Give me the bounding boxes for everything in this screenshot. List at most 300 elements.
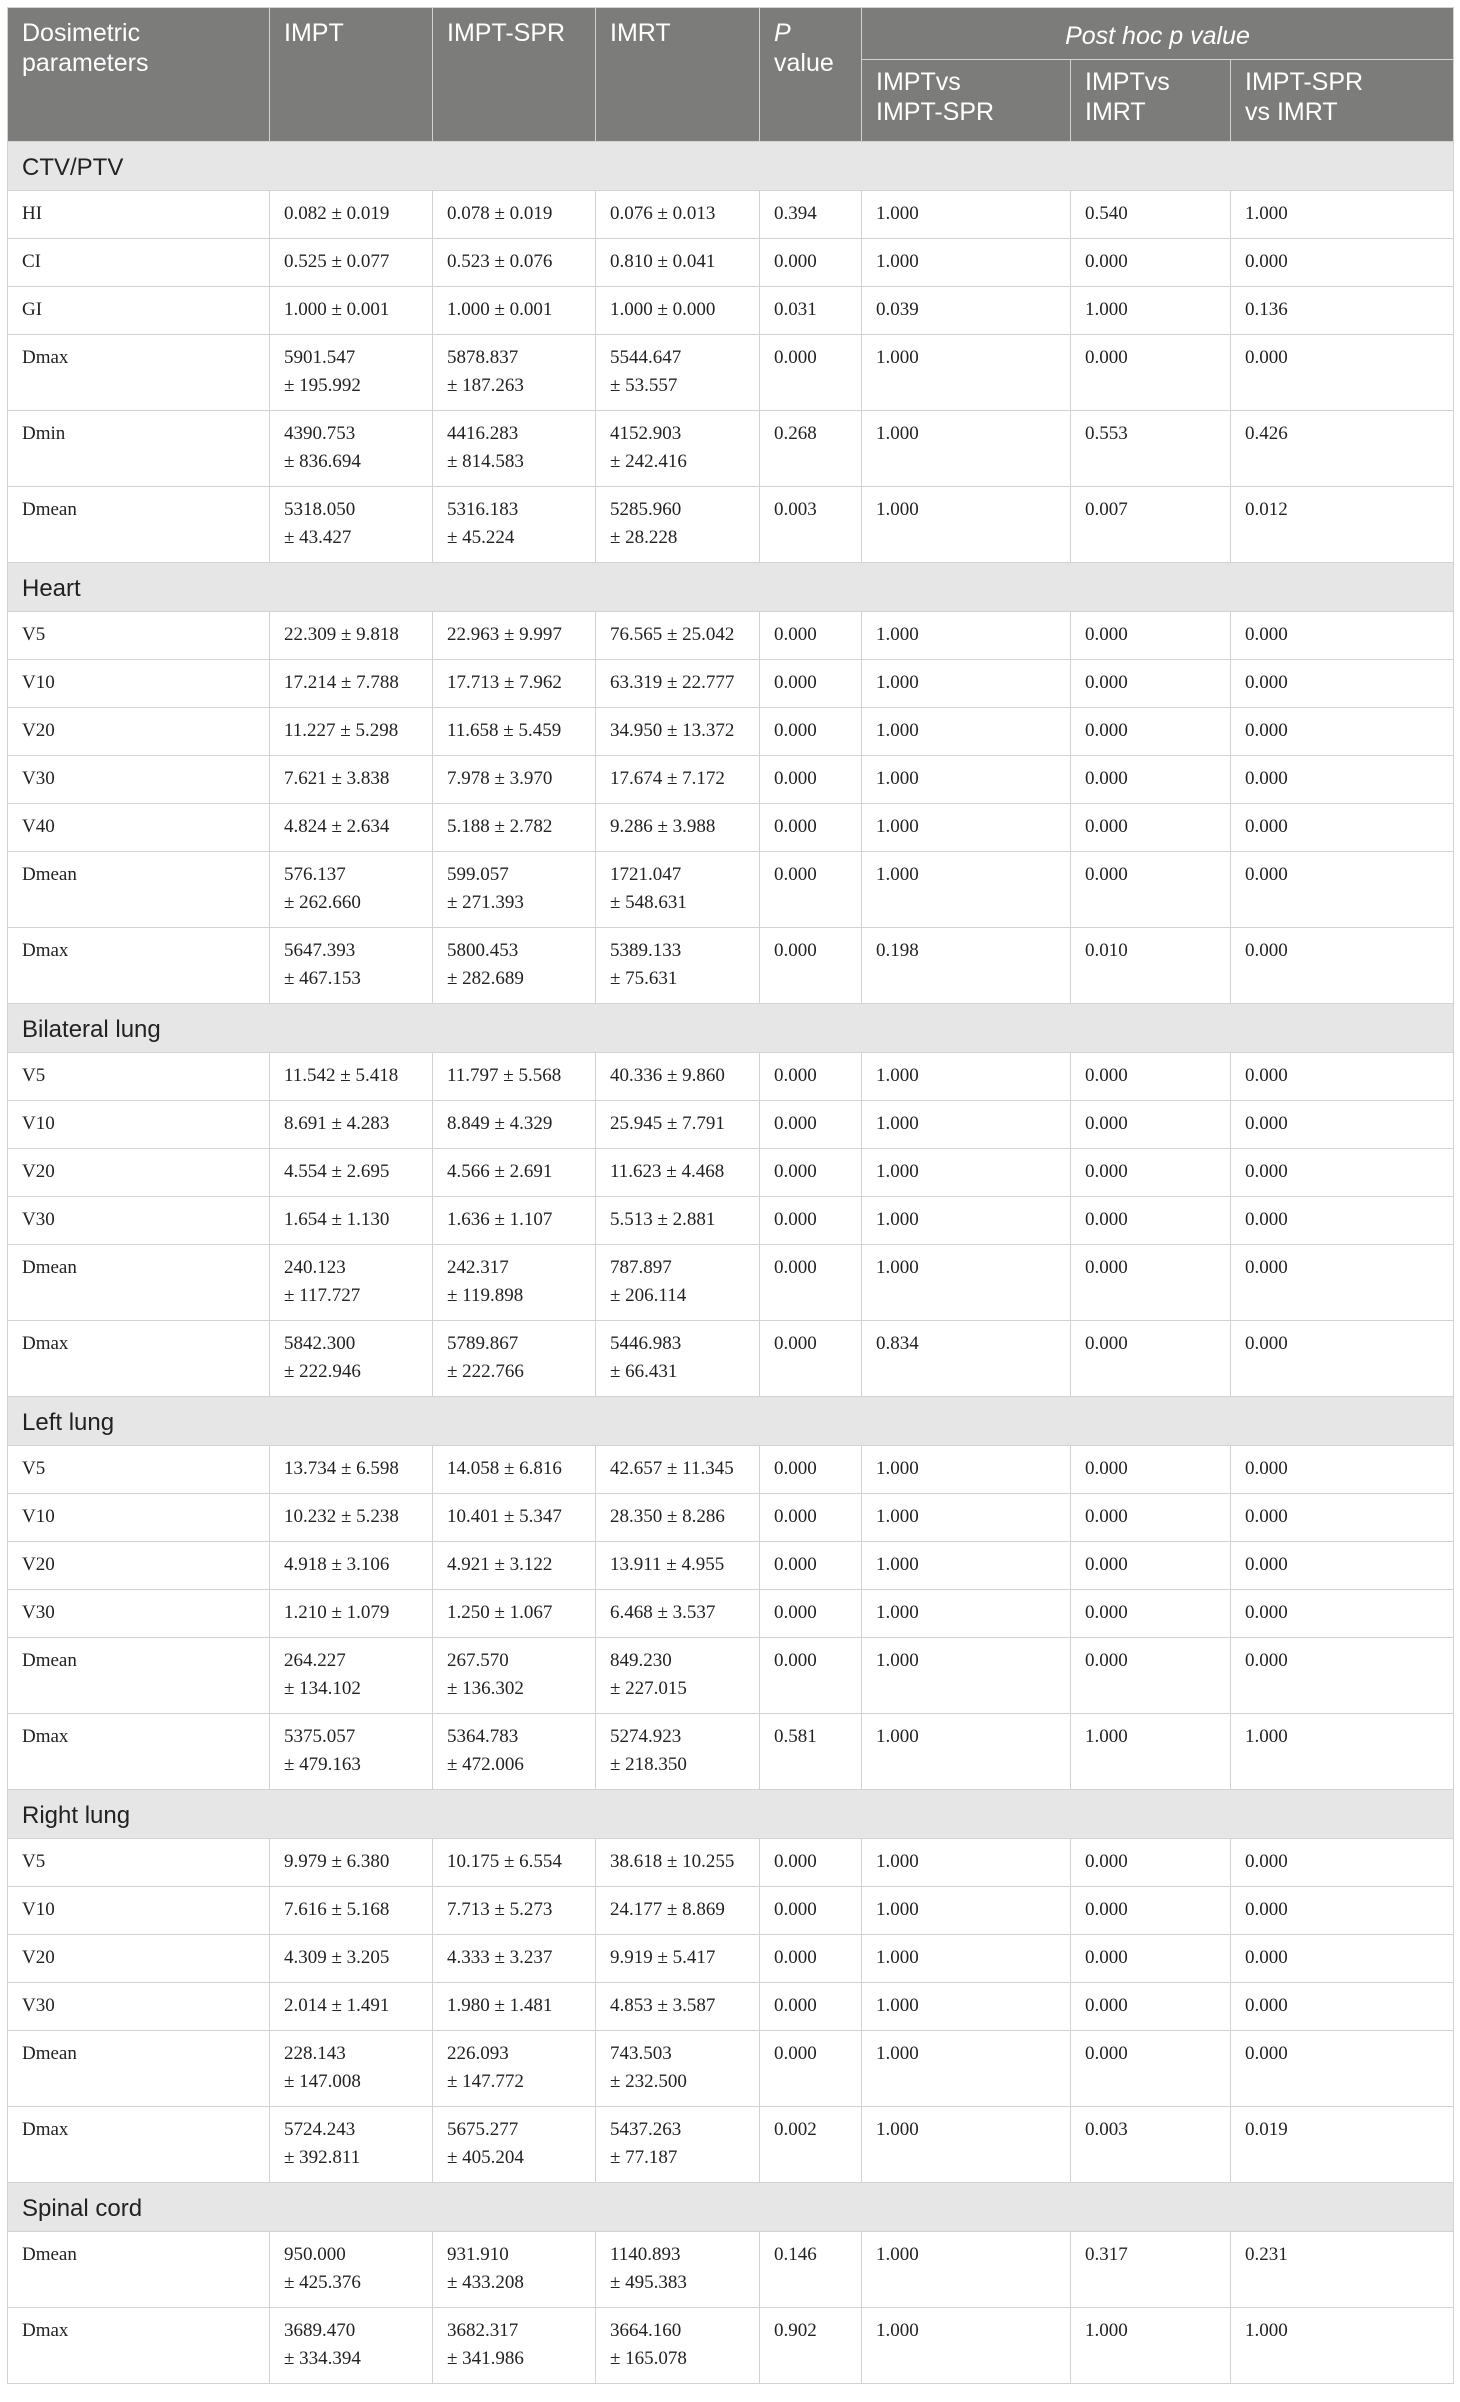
cell-posthoc-impt-vs-imrt: 0.000 (1071, 1321, 1231, 1397)
cell-line: ± 479.163 (284, 1754, 361, 1775)
cell-line: 1.636 ± 1.107 (447, 1209, 553, 1230)
cell-line: 5800.453 (447, 940, 519, 961)
cell-line: 4.554 ± 2.695 (284, 1161, 390, 1182)
cell-line: ± 334.394 (284, 2348, 361, 2369)
cell-impt-spr (433, 1446, 596, 1494)
dosimetric-comparison-table (7, 7, 1454, 2384)
cell-posthoc-impt-vs-imrt: 0.000 (1071, 660, 1231, 708)
cell-p-value: 0.000 (760, 928, 862, 1004)
header-param-line1: Dosimetric (22, 19, 141, 47)
cell-line: 4.309 ± 3.205 (284, 1947, 390, 1968)
cell-imrt (596, 1983, 760, 2031)
cell-line: 5901.547 (284, 347, 356, 368)
cell-param: HI (8, 191, 270, 239)
cell-posthoc-impt-vs-imrt: 0.000 (1071, 1935, 1231, 1983)
cell-posthoc-impt-vs-impt-spr: 1.000 (862, 2308, 1071, 2384)
cell-imrt (596, 1887, 760, 1935)
cell-line: ± 271.393 (447, 892, 524, 913)
cell-posthoc-impt-vs-imrt: 0.000 (1071, 1638, 1231, 1714)
cell-impt-spr (433, 708, 596, 756)
table-row (8, 1839, 1454, 1887)
header-sub1-line1: IMPTvs (876, 68, 961, 96)
cell-posthoc-impt-vs-impt-spr: 1.000 (862, 335, 1071, 411)
cell-posthoc-impt-spr-vs-imrt: 0.000 (1231, 1101, 1454, 1149)
cell-line: 1.980 ± 1.481 (447, 1995, 553, 2016)
cell-impt-spr (433, 2232, 596, 2308)
cell-line: 10.232 ± 5.238 (284, 1506, 399, 1527)
cell-impt (270, 1983, 433, 2031)
cell-posthoc-impt-spr-vs-imrt: 0.000 (1231, 660, 1454, 708)
cell-posthoc-impt-vs-imrt: 0.540 (1071, 191, 1231, 239)
cell-posthoc-impt-vs-imrt: 0.007 (1071, 487, 1231, 563)
cell-impt-spr (433, 2308, 596, 2384)
cell-line: 63.319 ± 22.777 (610, 672, 735, 693)
cell-impt (270, 2232, 433, 2308)
cell-impt-spr (433, 487, 596, 563)
cell-line: ± 206.114 (610, 1285, 687, 1306)
header-p-italic: P (774, 19, 791, 47)
cell-posthoc-impt-vs-imrt: 0.000 (1071, 1839, 1231, 1887)
table-row (8, 1101, 1454, 1149)
header-impt: IMPT (270, 8, 433, 142)
cell-param: V10 (8, 1494, 270, 1542)
cell-line: 242.317 (447, 1257, 509, 1278)
cell-posthoc-impt-vs-imrt: 0.000 (1071, 2031, 1231, 2107)
table-row (8, 1245, 1454, 1321)
table-row (8, 1542, 1454, 1590)
cell-impt (270, 411, 433, 487)
cell-param: CI (8, 239, 270, 287)
cell-line: 5389.133 (610, 940, 682, 961)
cell-posthoc-impt-spr-vs-imrt: 0.019 (1231, 2107, 1454, 2183)
cell-line: ± 814.583 (447, 451, 524, 472)
cell-posthoc-impt-spr-vs-imrt: 0.000 (1231, 612, 1454, 660)
cell-line: 599.057 (447, 864, 509, 885)
cell-line: ± 136.302 (447, 1678, 524, 1699)
cell-param: V20 (8, 1935, 270, 1983)
cell-posthoc-impt-vs-impt-spr: 1.000 (862, 2232, 1071, 2308)
cell-param: V5 (8, 1053, 270, 1101)
cell-imrt (596, 928, 760, 1004)
cell-p-value: 0.000 (760, 1638, 862, 1714)
cell-impt (270, 2308, 433, 2384)
cell-impt (270, 756, 433, 804)
section-title: Heart (8, 563, 1454, 612)
header-sub3-line2: vs IMRT (1245, 98, 1338, 126)
cell-line: ± 45.224 (447, 527, 515, 548)
cell-posthoc-impt-vs-impt-spr: 0.834 (862, 1321, 1071, 1397)
cell-line: 5878.837 (447, 347, 519, 368)
cell-line: 5285.960 (610, 499, 682, 520)
table-row (8, 1494, 1454, 1542)
section-header-row (8, 142, 1454, 191)
cell-line: 787.897 (610, 1257, 672, 1278)
cell-posthoc-impt-spr-vs-imrt: 0.231 (1231, 2232, 1454, 2308)
cell-param: Dmax (8, 335, 270, 411)
header-sub2-line1: IMPTvs (1085, 68, 1170, 96)
cell-line: ± 472.006 (447, 1754, 524, 1775)
cell-line: 5375.057 (284, 1726, 356, 1747)
cell-imrt (596, 487, 760, 563)
cell-posthoc-impt-vs-imrt: 1.000 (1071, 1714, 1231, 1790)
cell-line: 25.945 ± 7.791 (610, 1113, 725, 1134)
section-header-row (8, 1397, 1454, 1446)
cell-impt (270, 1197, 433, 1245)
cell-param: Dmean (8, 487, 270, 563)
cell-param: V5 (8, 1446, 270, 1494)
cell-posthoc-impt-vs-impt-spr: 1.000 (862, 660, 1071, 708)
cell-line: 228.143 (284, 2043, 346, 2064)
cell-line: 4416.283 (447, 423, 519, 444)
cell-impt-spr (433, 411, 596, 487)
cell-line: 264.227 (284, 1650, 346, 1671)
cell-posthoc-impt-vs-imrt: 0.000 (1071, 612, 1231, 660)
section-title: Bilateral lung (8, 1004, 1454, 1053)
cell-posthoc-impt-spr-vs-imrt: 0.000 (1231, 239, 1454, 287)
cell-imrt (596, 1197, 760, 1245)
cell-line: 5675.277 (447, 2119, 519, 2140)
cell-line: 5544.647 (610, 347, 682, 368)
section-title: Right lung (8, 1790, 1454, 1839)
cell-impt (270, 1839, 433, 1887)
cell-posthoc-impt-vs-imrt: 0.010 (1071, 928, 1231, 1004)
cell-line: 4390.753 (284, 423, 356, 444)
cell-p-value: 0.000 (760, 1149, 862, 1197)
cell-line: 1.250 ± 1.067 (447, 1602, 553, 1623)
cell-posthoc-impt-vs-impt-spr: 1.000 (862, 804, 1071, 852)
cell-line: 1721.047 (610, 864, 682, 885)
cell-param: V5 (8, 612, 270, 660)
cell-param: V20 (8, 1542, 270, 1590)
cell-posthoc-impt-vs-imrt: 0.000 (1071, 708, 1231, 756)
cell-line: 0.523 ± 0.076 (447, 251, 553, 272)
cell-line: 7.978 ± 3.970 (447, 768, 553, 789)
cell-impt (270, 1935, 433, 1983)
cell-imrt (596, 1542, 760, 1590)
cell-line: 22.309 ± 9.818 (284, 624, 399, 645)
header-sub3-line1: IMPT-SPR (1245, 68, 1364, 96)
table-row (8, 1197, 1454, 1245)
cell-line: 11.658 ± 5.459 (447, 720, 562, 741)
cell-line: ± 43.427 (284, 527, 352, 548)
cell-line: ± 262.660 (284, 892, 361, 913)
cell-impt (270, 928, 433, 1004)
cell-p-value: 0.003 (760, 487, 862, 563)
cell-line: 743.503 (610, 2043, 672, 2064)
cell-posthoc-impt-vs-impt-spr: 1.000 (862, 756, 1071, 804)
cell-line: 1.654 ± 1.130 (284, 1209, 390, 1230)
cell-posthoc-impt-vs-imrt: 1.000 (1071, 2308, 1231, 2384)
cell-param: V10 (8, 1101, 270, 1149)
table-row (8, 1714, 1454, 1790)
cell-line: 13.734 ± 6.598 (284, 1458, 399, 1479)
header-impt-vs-impt-spr (862, 60, 1071, 142)
cell-line: 17.214 ± 7.788 (284, 672, 399, 693)
cell-param: Dmax (8, 1714, 270, 1790)
table-row (8, 2031, 1454, 2107)
cell-impt-spr (433, 1197, 596, 1245)
cell-line: 11.797 ± 5.568 (447, 1065, 562, 1086)
cell-posthoc-impt-spr-vs-imrt: 0.000 (1231, 928, 1454, 1004)
cell-line: ± 467.153 (284, 968, 361, 989)
cell-p-value: 0.000 (760, 335, 862, 411)
cell-impt-spr (433, 2107, 596, 2183)
cell-line: ± 187.263 (447, 375, 524, 396)
cell-posthoc-impt-vs-impt-spr: 1.000 (862, 852, 1071, 928)
header-param-line2: parameters (22, 49, 149, 77)
cell-line: ± 53.557 (610, 375, 678, 396)
cell-impt (270, 2107, 433, 2183)
cell-posthoc-impt-vs-impt-spr: 1.000 (862, 1446, 1071, 1494)
cell-line: 5446.983 (610, 1333, 682, 1354)
table-row (8, 612, 1454, 660)
cell-line: 6.468 ± 3.537 (610, 1602, 716, 1623)
cell-p-value: 0.000 (760, 1542, 862, 1590)
cell-posthoc-impt-spr-vs-imrt: 1.000 (1231, 2308, 1454, 2384)
cell-posthoc-impt-vs-impt-spr: 1.000 (862, 1542, 1071, 1590)
cell-posthoc-impt-spr-vs-imrt: 0.000 (1231, 1590, 1454, 1638)
cell-line: 4.566 ± 2.691 (447, 1161, 553, 1182)
cell-posthoc-impt-vs-impt-spr: 1.000 (862, 1494, 1071, 1542)
cell-impt-spr (433, 1321, 596, 1397)
cell-posthoc-impt-vs-imrt: 0.000 (1071, 1983, 1231, 2031)
cell-posthoc-impt-vs-imrt: 0.000 (1071, 756, 1231, 804)
section-title: Left lung (8, 1397, 1454, 1446)
cell-p-value: 0.000 (760, 756, 862, 804)
header-dosimetric-parameters (8, 8, 270, 142)
cell-line: 8.691 ± 4.283 (284, 1113, 390, 1134)
header-sub1-line2: IMPT-SPR (876, 98, 995, 126)
cell-posthoc-impt-vs-imrt: 0.000 (1071, 1887, 1231, 1935)
cell-impt-spr (433, 660, 596, 708)
cell-line: ± 405.204 (447, 2147, 524, 2168)
cell-posthoc-impt-spr-vs-imrt: 0.000 (1231, 1245, 1454, 1321)
cell-p-value: 0.268 (760, 411, 862, 487)
cell-impt-spr (433, 804, 596, 852)
cell-posthoc-impt-vs-imrt: 0.003 (1071, 2107, 1231, 2183)
cell-posthoc-impt-vs-impt-spr: 1.000 (862, 1839, 1071, 1887)
cell-posthoc-impt-vs-impt-spr: 1.000 (862, 1245, 1071, 1321)
cell-line: 5.188 ± 2.782 (447, 816, 553, 837)
table-row (8, 1149, 1454, 1197)
cell-posthoc-impt-spr-vs-imrt: 0.000 (1231, 1935, 1454, 1983)
cell-impt (270, 1101, 433, 1149)
cell-impt-spr (433, 1053, 596, 1101)
cell-line: 5842.300 (284, 1333, 356, 1354)
cell-posthoc-impt-vs-imrt: 0.000 (1071, 1053, 1231, 1101)
cell-line: 13.911 ± 4.955 (610, 1554, 725, 1575)
cell-line: 9.979 ± 6.380 (284, 1851, 390, 1872)
cell-posthoc-impt-vs-impt-spr: 1.000 (862, 2031, 1071, 2107)
table-body (8, 142, 1454, 2384)
dosimetric-table-wrapper (7, 7, 1453, 2384)
cell-posthoc-impt-vs-imrt: 0.000 (1071, 1494, 1231, 1542)
cell-impt-spr (433, 1149, 596, 1197)
cell-line: 22.963 ± 9.997 (447, 624, 562, 645)
cell-line: ± 227.015 (610, 1678, 687, 1699)
table-row (8, 804, 1454, 852)
cell-posthoc-impt-vs-impt-spr: 1.000 (862, 1887, 1071, 1935)
cell-p-value: 0.146 (760, 2232, 862, 2308)
cell-p-value: 0.000 (760, 1101, 862, 1149)
cell-line: 11.623 ± 4.468 (610, 1161, 725, 1182)
cell-line: ± 134.102 (284, 1678, 361, 1699)
header-imrt: IMRT (596, 8, 760, 142)
table-row (8, 2308, 1454, 2384)
cell-posthoc-impt-vs-impt-spr: 1.000 (862, 612, 1071, 660)
cell-imrt (596, 708, 760, 756)
cell-posthoc-impt-vs-impt-spr: 1.000 (862, 1935, 1071, 1983)
cell-line: 5274.923 (610, 1726, 682, 1747)
cell-posthoc-impt-vs-imrt: 0.000 (1071, 1197, 1231, 1245)
cell-param: Dmax (8, 2308, 270, 2384)
cell-line: 4.333 ± 3.237 (447, 1947, 553, 1968)
cell-imrt (596, 1446, 760, 1494)
cell-posthoc-impt-vs-impt-spr: 1.000 (862, 411, 1071, 487)
cell-p-value: 0.000 (760, 1887, 862, 1935)
cell-line: 7.621 ± 3.838 (284, 768, 390, 789)
cell-line: 1.210 ± 1.079 (284, 1602, 390, 1623)
table-row (8, 487, 1454, 563)
cell-line: ± 218.350 (610, 1754, 687, 1775)
cell-line: 9.286 ± 3.988 (610, 816, 716, 837)
cell-posthoc-impt-spr-vs-imrt: 0.136 (1231, 287, 1454, 335)
cell-line: 7.616 ± 5.168 (284, 1899, 390, 1920)
cell-posthoc-impt-vs-imrt: 0.000 (1071, 1149, 1231, 1197)
cell-line: ± 119.898 (447, 1285, 524, 1306)
cell-impt-spr (433, 852, 596, 928)
cell-posthoc-impt-spr-vs-imrt: 0.000 (1231, 1446, 1454, 1494)
cell-p-value: 0.000 (760, 1590, 862, 1638)
table-row (8, 1887, 1454, 1935)
cell-impt (270, 1590, 433, 1638)
cell-impt (270, 1321, 433, 1397)
cell-impt (270, 1245, 433, 1321)
cell-p-value: 0.000 (760, 2031, 862, 2107)
cell-posthoc-impt-spr-vs-imrt: 0.000 (1231, 2031, 1454, 2107)
cell-posthoc-impt-spr-vs-imrt: 0.000 (1231, 1321, 1454, 1397)
header-post-hoc: Post hoc p value (862, 8, 1454, 60)
cell-param: V10 (8, 660, 270, 708)
header-p-value-word: value (774, 49, 834, 77)
table-row (8, 852, 1454, 928)
section-header-row (8, 563, 1454, 612)
cell-imrt (596, 756, 760, 804)
cell-p-value: 0.000 (760, 852, 862, 928)
cell-imrt (596, 2232, 760, 2308)
cell-line: 17.674 ± 7.172 (610, 768, 725, 789)
cell-p-value: 0.031 (760, 287, 862, 335)
cell-line: 40.336 ± 9.860 (610, 1065, 725, 1086)
cell-param: Dmax (8, 2107, 270, 2183)
cell-posthoc-impt-vs-impt-spr: 0.198 (862, 928, 1071, 1004)
cell-line: 34.950 ± 13.372 (610, 720, 735, 741)
cell-imrt (596, 1321, 760, 1397)
cell-posthoc-impt-vs-impt-spr: 1.000 (862, 1638, 1071, 1714)
cell-line: 76.565 ± 25.042 (610, 624, 735, 645)
cell-line: ± 117.727 (284, 1285, 361, 1306)
cell-impt (270, 852, 433, 928)
section-header-row (8, 2183, 1454, 2232)
cell-posthoc-impt-spr-vs-imrt: 0.012 (1231, 487, 1454, 563)
cell-line: 24.177 ± 8.869 (610, 1899, 725, 1920)
cell-posthoc-impt-spr-vs-imrt: 0.000 (1231, 1887, 1454, 1935)
cell-p-value: 0.902 (760, 2308, 862, 2384)
cell-imrt (596, 804, 760, 852)
cell-impt-spr (433, 1714, 596, 1790)
cell-line: ± 392.811 (284, 2147, 361, 2168)
cell-impt (270, 191, 433, 239)
cell-posthoc-impt-vs-imrt: 0.000 (1071, 239, 1231, 287)
cell-posthoc-impt-spr-vs-imrt: 0.000 (1231, 1149, 1454, 1197)
cell-line: 9.919 ± 5.417 (610, 1947, 716, 1968)
cell-posthoc-impt-vs-imrt: 0.000 (1071, 1101, 1231, 1149)
cell-p-value: 0.000 (760, 1245, 862, 1321)
cell-line: ± 222.766 (447, 1361, 524, 1382)
cell-imrt (596, 411, 760, 487)
cell-impt-spr (433, 1935, 596, 1983)
cell-posthoc-impt-vs-impt-spr: 1.000 (862, 191, 1071, 239)
cell-imrt (596, 1494, 760, 1542)
cell-line: 3664.160 (610, 2320, 682, 2341)
table-row (8, 708, 1454, 756)
header-sub2-line2: IMRT (1085, 98, 1146, 126)
table-row (8, 660, 1454, 708)
cell-posthoc-impt-vs-impt-spr: 1.000 (862, 1149, 1071, 1197)
cell-line: 42.657 ± 11.345 (610, 1458, 734, 1479)
cell-param: V40 (8, 804, 270, 852)
cell-param: Dmean (8, 1245, 270, 1321)
cell-posthoc-impt-vs-impt-spr: 1.000 (862, 1053, 1071, 1101)
cell-line: 0.525 ± 0.077 (284, 251, 390, 272)
cell-line: 11.542 ± 5.418 (284, 1065, 399, 1086)
cell-posthoc-impt-spr-vs-imrt: 0.000 (1231, 1494, 1454, 1542)
cell-posthoc-impt-vs-imrt: 0.000 (1071, 804, 1231, 852)
cell-line: 0.082 ± 0.019 (284, 203, 390, 224)
cell-param: Dmax (8, 928, 270, 1004)
cell-line: 226.093 (447, 2043, 509, 2064)
cell-p-value: 0.394 (760, 191, 862, 239)
cell-line: 5437.263 (610, 2119, 682, 2140)
cell-line: 4.824 ± 2.634 (284, 816, 390, 837)
table-row (8, 1935, 1454, 1983)
cell-line: 5647.393 (284, 940, 356, 961)
cell-imrt (596, 191, 760, 239)
cell-line: 0.810 ± 0.041 (610, 251, 716, 272)
cell-line: 5364.783 (447, 1726, 519, 1747)
cell-param: V20 (8, 708, 270, 756)
cell-posthoc-impt-vs-impt-spr: 1.000 (862, 2107, 1071, 2183)
section-title: CTV/PTV (8, 142, 1454, 191)
cell-impt (270, 660, 433, 708)
cell-p-value: 0.000 (760, 660, 862, 708)
cell-p-value: 0.000 (760, 1197, 862, 1245)
cell-impt-spr (433, 756, 596, 804)
table-row (8, 756, 1454, 804)
cell-impt-spr (433, 1590, 596, 1638)
cell-param: V30 (8, 1590, 270, 1638)
cell-p-value: 0.002 (760, 2107, 862, 2183)
cell-posthoc-impt-vs-impt-spr: 1.000 (862, 1590, 1071, 1638)
cell-line: ± 147.772 (447, 2071, 524, 2092)
section-title: Spinal cord (8, 2183, 1454, 2232)
cell-posthoc-impt-spr-vs-imrt: 0.000 (1231, 1542, 1454, 1590)
cell-imrt (596, 660, 760, 708)
cell-p-value: 0.000 (760, 612, 862, 660)
cell-posthoc-impt-spr-vs-imrt: 1.000 (1231, 191, 1454, 239)
cell-line: ± 165.078 (610, 2348, 687, 2369)
cell-line: 5318.050 (284, 499, 356, 520)
